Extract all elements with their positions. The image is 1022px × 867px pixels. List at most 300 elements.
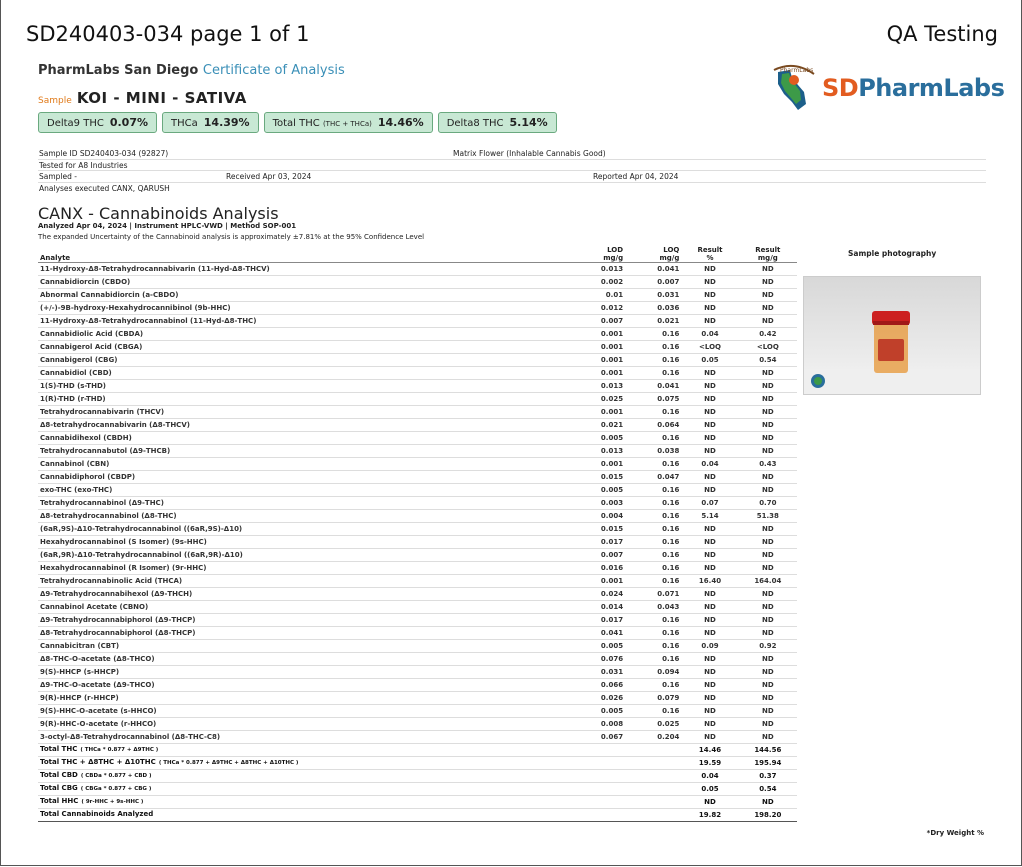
table-row bbox=[38, 445, 797, 458]
badge-label: Total THC bbox=[272, 118, 320, 129]
table-row bbox=[38, 549, 797, 562]
total-formula: ( CBDa * 0.877 + CBD ) bbox=[80, 773, 152, 779]
analyte-cell: 9(R)-HHC-O-acetate (r-HHCO) bbox=[38, 718, 581, 731]
analyte-cell: Tetrahydrocannabutol (Δ9-THCB) bbox=[38, 445, 581, 458]
total-mg-cell: 198.20 bbox=[739, 809, 797, 822]
table-row bbox=[38, 341, 797, 354]
result-mg-cell: ND bbox=[739, 549, 797, 562]
result-pct-cell: ND bbox=[681, 367, 738, 380]
result-mg-cell: ND bbox=[739, 315, 797, 328]
header-lod bbox=[581, 244, 625, 263]
result-pct-cell: ND bbox=[681, 276, 738, 289]
table-row bbox=[38, 536, 797, 549]
loq-cell: 0.16 bbox=[625, 562, 681, 575]
empty-cell bbox=[581, 757, 625, 770]
lod-cell: 0.005 bbox=[581, 432, 625, 445]
loq-cell: 0.16 bbox=[625, 510, 681, 523]
table-row bbox=[38, 432, 797, 445]
total-pct-cell: 19.82 bbox=[681, 809, 738, 822]
table-row bbox=[38, 679, 797, 692]
result-pct-cell: ND bbox=[681, 549, 738, 562]
total-label: Total CBG bbox=[40, 784, 78, 792]
reported: Reported Apr 04, 2024 bbox=[593, 172, 679, 181]
total-label: Total THC bbox=[40, 745, 78, 753]
lod-cell: 0.001 bbox=[581, 328, 625, 341]
badge-value: 5.14% bbox=[509, 116, 548, 129]
badge-total-thc bbox=[264, 112, 433, 133]
total-pct-cell: 14.46 bbox=[681, 744, 738, 757]
empty-cell bbox=[625, 796, 681, 809]
result-pct-cell: ND bbox=[681, 653, 738, 666]
total-label: Total Cannabinoids Analyzed bbox=[40, 810, 154, 818]
result-pct-cell: 0.05 bbox=[681, 354, 738, 367]
lod-cell: 0.001 bbox=[581, 458, 625, 471]
table-row bbox=[38, 497, 797, 510]
result-pct-cell: ND bbox=[681, 471, 738, 484]
analyte-cell: 11-Hydroxy-Δ8-Tetrahydrocannabivarin (11-Hyd-Δ8-THCV) bbox=[38, 263, 581, 276]
analyte-cell: Cannabigerol Acid (CBGA) bbox=[38, 341, 581, 354]
lod-cell: 0.017 bbox=[581, 536, 625, 549]
result-mg-cell: ND bbox=[739, 393, 797, 406]
table-row bbox=[38, 393, 797, 406]
result-pct-cell: ND bbox=[681, 679, 738, 692]
lod-cell: 0.007 bbox=[581, 315, 625, 328]
table-header-row bbox=[38, 244, 797, 263]
header-result-mg bbox=[739, 244, 797, 263]
result-mg-cell: ND bbox=[739, 432, 797, 445]
result-pct-cell: 5.14 bbox=[681, 510, 738, 523]
result-pct-cell: ND bbox=[681, 289, 738, 302]
table-row bbox=[38, 640, 797, 653]
empty-cell bbox=[581, 783, 625, 796]
table-row bbox=[38, 484, 797, 497]
loq-cell: 0.071 bbox=[625, 588, 681, 601]
analyte-cell: Cannabidihexol (CBDH) bbox=[38, 432, 581, 445]
empty-cell bbox=[625, 770, 681, 783]
loq-cell: 0.16 bbox=[625, 497, 681, 510]
lod-cell: 0.017 bbox=[581, 614, 625, 627]
result-pct-cell: ND bbox=[681, 263, 738, 276]
result-pct-cell: ND bbox=[681, 523, 738, 536]
loq-cell: 0.16 bbox=[625, 432, 681, 445]
table-row bbox=[38, 588, 797, 601]
result-pct-cell: ND bbox=[681, 731, 738, 744]
table-row bbox=[38, 276, 797, 289]
lod-cell: 0.024 bbox=[581, 588, 625, 601]
loq-cell: 0.16 bbox=[625, 341, 681, 354]
analyte-cell: Cannabidiolic Acid (CBDA) bbox=[38, 328, 581, 341]
analyte-cell: Cannabicitran (CBT) bbox=[38, 640, 581, 653]
header-result-mg-label: Result bbox=[755, 246, 781, 254]
lod-cell: 0.021 bbox=[581, 419, 625, 432]
total-label: Total CBD bbox=[40, 771, 78, 779]
result-mg-cell: ND bbox=[739, 367, 797, 380]
result-mg-cell: ND bbox=[739, 419, 797, 432]
result-pct-cell: ND bbox=[681, 614, 738, 627]
lod-cell: 0.016 bbox=[581, 562, 625, 575]
table-row bbox=[38, 367, 797, 380]
qa-testing-title: QA Testing bbox=[886, 22, 998, 46]
result-mg-cell: ND bbox=[739, 601, 797, 614]
result-pct-cell: ND bbox=[681, 484, 738, 497]
table-row bbox=[38, 510, 797, 523]
empty-cell bbox=[625, 783, 681, 796]
analyte-cell: Cannabinol (CBN) bbox=[38, 458, 581, 471]
logo-sd: SD bbox=[822, 74, 859, 102]
lod-cell: 0.005 bbox=[581, 705, 625, 718]
result-mg-cell: 0.43 bbox=[739, 458, 797, 471]
table-row bbox=[38, 627, 797, 640]
table-row bbox=[38, 614, 797, 627]
result-pct-cell: <LOQ bbox=[681, 341, 738, 354]
total-mg-cell: ND bbox=[739, 796, 797, 809]
analyte-cell: Cannabinol Acetate (CBNO) bbox=[38, 601, 581, 614]
lod-cell: 0.067 bbox=[581, 731, 625, 744]
lod-cell: 0.001 bbox=[581, 575, 625, 588]
result-mg-cell: ND bbox=[739, 627, 797, 640]
loq-cell: 0.16 bbox=[625, 536, 681, 549]
loq-cell: 0.16 bbox=[625, 458, 681, 471]
analyte-cell: Cannabigerol (CBG) bbox=[38, 354, 581, 367]
loq-cell: 0.16 bbox=[625, 653, 681, 666]
result-pct-cell: ND bbox=[681, 718, 738, 731]
matrix: Matrix Flower (Inhalable Cannabis Good) bbox=[453, 149, 606, 158]
table-row bbox=[38, 731, 797, 744]
sample-name: KOI - MINI - SATIVA bbox=[76, 89, 247, 107]
result-mg-cell: ND bbox=[739, 484, 797, 497]
table-body bbox=[38, 263, 797, 822]
total-formula: ( THCa * 0.877 + Δ9THC ) bbox=[80, 747, 159, 753]
badge-delta8-thc bbox=[438, 112, 557, 133]
sample-id: Sample ID SD240403-034 (92827) bbox=[39, 149, 169, 158]
lod-cell: 0.008 bbox=[581, 718, 625, 731]
logo-small-text: PharmLabs bbox=[780, 67, 814, 74]
total-label-cell bbox=[38, 796, 581, 809]
sample-heading bbox=[38, 88, 247, 107]
analysis-details: Analyzed Apr 04, 2024 | Instrument HPLC-VWD | Method SOP-001 bbox=[38, 222, 297, 230]
analyte-cell: Δ8-Tetrahydrocannabiphorol (Δ8-THCP) bbox=[38, 627, 581, 640]
result-pct-cell: ND bbox=[681, 601, 738, 614]
result-mg-cell: ND bbox=[739, 718, 797, 731]
total-pct-cell: 19.59 bbox=[681, 757, 738, 770]
analyte-cell: Cannabidiorcin (CBDO) bbox=[38, 276, 581, 289]
totals-row bbox=[38, 783, 797, 796]
loq-cell: 0.007 bbox=[625, 276, 681, 289]
result-mg-cell: <LOQ bbox=[739, 341, 797, 354]
totals-row bbox=[38, 757, 797, 770]
sample-label: Sample bbox=[38, 96, 72, 106]
empty-cell bbox=[581, 809, 625, 822]
empty-cell bbox=[581, 744, 625, 757]
result-mg-cell: ND bbox=[739, 289, 797, 302]
section-title: CANX - Cannabinoids Analysis bbox=[38, 204, 279, 223]
total-mg-cell: 0.54 bbox=[739, 783, 797, 796]
lod-cell: 0.076 bbox=[581, 653, 625, 666]
lab-name: PharmLabs San Diego bbox=[38, 63, 199, 78]
total-formula: ( 9r-HHC + 9s-HHC ) bbox=[81, 799, 144, 805]
lod-cell: 0.005 bbox=[581, 484, 625, 497]
result-pct-cell: ND bbox=[681, 692, 738, 705]
dry-weight-note: *Dry Weight % bbox=[926, 829, 984, 837]
california-logo-icon bbox=[770, 64, 826, 114]
photo-title: Sample photography bbox=[848, 249, 937, 258]
result-mg-cell: ND bbox=[739, 731, 797, 744]
result-mg-cell: ND bbox=[739, 705, 797, 718]
header-result-mg-unit: mg/g bbox=[757, 254, 778, 262]
loq-cell: 0.16 bbox=[625, 614, 681, 627]
total-mg-cell: 144.56 bbox=[739, 744, 797, 757]
loq-cell: 0.16 bbox=[625, 549, 681, 562]
table-row bbox=[38, 328, 797, 341]
analyses-executed: Analyses executed CANX, QARUSH bbox=[39, 183, 170, 193]
badge-label: Delta9 THC bbox=[47, 118, 104, 129]
loq-cell: 0.16 bbox=[625, 328, 681, 341]
table-row bbox=[38, 380, 797, 393]
total-pct-cell: ND bbox=[681, 796, 738, 809]
lab-heading bbox=[38, 63, 345, 78]
table-row bbox=[38, 315, 797, 328]
result-pct-cell: ND bbox=[681, 666, 738, 679]
lod-cell: 0.026 bbox=[581, 692, 625, 705]
badge-value: 0.07% bbox=[109, 116, 149, 129]
analyte-cell: exo-THC (exo-THC) bbox=[38, 484, 581, 497]
table-row bbox=[38, 458, 797, 471]
analyte-cell: (6aR,9R)-Δ10-Tetrahydrocannabinol ((6aR,9R)-Δ10) bbox=[38, 549, 581, 562]
lod-cell: 0.015 bbox=[581, 523, 625, 536]
result-pct-cell: ND bbox=[681, 588, 738, 601]
analyte-cell: Hexahydrocannabinol (S Isomer) (9s-HHC) bbox=[38, 536, 581, 549]
total-pct-cell: 0.04 bbox=[681, 770, 738, 783]
total-label-cell bbox=[38, 770, 581, 783]
lod-cell: 0.014 bbox=[581, 601, 625, 614]
header-loq bbox=[625, 244, 681, 263]
result-pct-cell: 16.40 bbox=[681, 575, 738, 588]
badge-value: 14.46% bbox=[377, 116, 424, 129]
result-mg-cell: 0.70 bbox=[739, 497, 797, 510]
analyte-cell: 1(S)-THD (s-THD) bbox=[38, 380, 581, 393]
badge-label: Delta8 THC bbox=[446, 118, 504, 129]
loq-cell: 0.16 bbox=[625, 705, 681, 718]
info-row bbox=[38, 148, 986, 160]
result-mg-cell: ND bbox=[739, 588, 797, 601]
loq-cell: 0.064 bbox=[625, 419, 681, 432]
total-formula: ( THCa * 0.877 + Δ9THC + Δ8THC + Δ10THC ) bbox=[158, 760, 299, 766]
lod-cell: 0.003 bbox=[581, 497, 625, 510]
total-pct-cell: 0.05 bbox=[681, 783, 738, 796]
header-lod-label: LOD bbox=[607, 246, 624, 254]
header-result-pct-unit: % bbox=[706, 254, 714, 262]
total-label: Total HHC bbox=[40, 797, 79, 805]
result-mg-cell: ND bbox=[739, 666, 797, 679]
lod-cell: 0.013 bbox=[581, 263, 625, 276]
analyte-cell: (+/-)-9B-hydroxy-Hexahydrocannibinol (9b-HHC) bbox=[38, 302, 581, 315]
table-row bbox=[38, 692, 797, 705]
analyte-cell: Hexahydrocannabinol (R Isomer) (9r-HHC) bbox=[38, 562, 581, 575]
analyte-cell: Δ8-THC-O-acetate (Δ8-THCO) bbox=[38, 653, 581, 666]
loq-cell: 0.025 bbox=[625, 718, 681, 731]
table-row bbox=[38, 263, 797, 276]
analyte-cell: Cannabidiphorol (CBDP) bbox=[38, 471, 581, 484]
result-mg-cell: ND bbox=[739, 679, 797, 692]
result-mg-cell: ND bbox=[739, 302, 797, 315]
badge-label: THCa bbox=[171, 118, 198, 129]
table-row bbox=[38, 419, 797, 432]
lod-cell: 0.041 bbox=[581, 627, 625, 640]
header-loq-unit: mg/g bbox=[659, 254, 680, 262]
total-label-cell bbox=[38, 757, 581, 770]
lod-cell: 0.031 bbox=[581, 666, 625, 679]
logo-text bbox=[822, 74, 1004, 102]
header-lod-unit: mg/g bbox=[603, 254, 624, 262]
loq-cell: 0.021 bbox=[625, 315, 681, 328]
certificate-label: Certificate of Analysis bbox=[202, 63, 345, 78]
result-mg-cell: ND bbox=[739, 692, 797, 705]
empty-cell bbox=[625, 757, 681, 770]
totals-row bbox=[38, 770, 797, 783]
totals-row bbox=[38, 796, 797, 809]
lod-cell: 0.004 bbox=[581, 510, 625, 523]
analyte-cell: Tetrahydrocannabivarin (THCV) bbox=[38, 406, 581, 419]
result-pct-cell: 0.04 bbox=[681, 328, 738, 341]
analyte-cell: Tetrahydrocannabinolic Acid (THCA) bbox=[38, 575, 581, 588]
header-analyte: Analyte bbox=[38, 244, 581, 263]
loq-cell: 0.16 bbox=[625, 523, 681, 536]
table-row bbox=[38, 653, 797, 666]
badge-thca bbox=[162, 112, 259, 133]
uncertainty-note: The expanded Uncertainty of the Cannabinoid analysis is approximately ±7.81% at the 95% Confidence Level bbox=[38, 233, 425, 241]
empty-cell bbox=[581, 770, 625, 783]
lod-cell: 0.002 bbox=[581, 276, 625, 289]
result-mg-cell: ND bbox=[739, 263, 797, 276]
loq-cell: 0.16 bbox=[625, 484, 681, 497]
loq-cell: 0.16 bbox=[625, 627, 681, 640]
lod-cell: 0.001 bbox=[581, 367, 625, 380]
received: Received Apr 03, 2024 bbox=[226, 172, 312, 181]
lod-cell: 0.001 bbox=[581, 406, 625, 419]
table-row bbox=[38, 302, 797, 315]
analyte-cell: 3-octyl-Δ8-Tetrahydrocannabinol (Δ8-THC-C8) bbox=[38, 731, 581, 744]
loq-cell: 0.031 bbox=[625, 289, 681, 302]
result-mg-cell: 0.42 bbox=[739, 328, 797, 341]
total-mg-cell: 0.37 bbox=[739, 770, 797, 783]
loq-cell: 0.16 bbox=[625, 679, 681, 692]
result-pct-cell: ND bbox=[681, 562, 738, 575]
result-mg-cell: 0.54 bbox=[739, 354, 797, 367]
result-mg-cell: ND bbox=[739, 276, 797, 289]
badge-delta9-thc bbox=[38, 112, 157, 133]
info-row bbox=[38, 183, 986, 194]
loq-cell: 0.041 bbox=[625, 380, 681, 393]
analyte-cell: Δ9-Tetrahydrocannabiphorol (Δ9-THCP) bbox=[38, 614, 581, 627]
loq-cell: 0.038 bbox=[625, 445, 681, 458]
result-mg-cell: ND bbox=[739, 523, 797, 536]
result-mg-cell: 51.38 bbox=[739, 510, 797, 523]
table-row bbox=[38, 575, 797, 588]
result-pct-cell: 0.07 bbox=[681, 497, 738, 510]
badge-value: 14.39% bbox=[203, 116, 250, 129]
analyte-cell: (6aR,9S)-Δ10-Tetrahydrocannabinol ((6aR,9S)-Δ10) bbox=[38, 523, 581, 536]
result-mg-cell: ND bbox=[739, 536, 797, 549]
loq-cell: 0.041 bbox=[625, 263, 681, 276]
result-pct-cell: ND bbox=[681, 380, 738, 393]
sample-photo bbox=[803, 276, 981, 395]
lod-cell: 0.001 bbox=[581, 354, 625, 367]
header-result-pct bbox=[681, 244, 738, 263]
table-row bbox=[38, 354, 797, 367]
loq-cell: 0.094 bbox=[625, 666, 681, 679]
lod-cell: 0.025 bbox=[581, 393, 625, 406]
logo-pharmlabs: PharmLabs bbox=[858, 74, 1005, 102]
result-pct-cell: ND bbox=[681, 419, 738, 432]
loq-cell: 0.16 bbox=[625, 354, 681, 367]
result-pct-cell: ND bbox=[681, 536, 738, 549]
analyte-cell: 9(R)-HHCP (r-HHCP) bbox=[38, 692, 581, 705]
badge-sublabel: (THC + THCa) bbox=[322, 120, 372, 128]
lod-cell: 0.001 bbox=[581, 341, 625, 354]
table-row bbox=[38, 523, 797, 536]
loq-cell: 0.16 bbox=[625, 406, 681, 419]
loq-cell: 0.16 bbox=[625, 367, 681, 380]
result-mg-cell: ND bbox=[739, 471, 797, 484]
empty-cell bbox=[581, 796, 625, 809]
header-loq-label: LOQ bbox=[663, 246, 680, 254]
lod-cell: 0.013 bbox=[581, 445, 625, 458]
total-label-cell bbox=[38, 809, 581, 822]
lod-cell: 0.066 bbox=[581, 679, 625, 692]
analyte-cell: 1(R)-THD (r-THD) bbox=[38, 393, 581, 406]
loq-cell: 0.043 bbox=[625, 601, 681, 614]
result-pct-cell: ND bbox=[681, 705, 738, 718]
result-pct-cell: ND bbox=[681, 302, 738, 315]
total-mg-cell: 195.94 bbox=[739, 757, 797, 770]
table-row bbox=[38, 705, 797, 718]
empty-cell bbox=[625, 744, 681, 757]
result-mg-cell: 0.92 bbox=[739, 640, 797, 653]
totals-row bbox=[38, 744, 797, 757]
result-pct-cell: ND bbox=[681, 445, 738, 458]
lod-cell: 0.013 bbox=[581, 380, 625, 393]
loq-cell: 0.204 bbox=[625, 731, 681, 744]
table-row bbox=[38, 666, 797, 679]
table-row bbox=[38, 718, 797, 731]
result-pct-cell: ND bbox=[681, 627, 738, 640]
result-mg-cell: ND bbox=[739, 445, 797, 458]
total-label-cell bbox=[38, 783, 581, 796]
table-row bbox=[38, 471, 797, 484]
analyte-cell: 9(S)-HHCP (s-HHCP) bbox=[38, 666, 581, 679]
table-row bbox=[38, 406, 797, 419]
result-mg-cell: ND bbox=[739, 562, 797, 575]
result-pct-cell: ND bbox=[681, 315, 738, 328]
analyte-cell: Cannabidiol (CBD) bbox=[38, 367, 581, 380]
loq-cell: 0.047 bbox=[625, 471, 681, 484]
empty-cell bbox=[625, 809, 681, 822]
header-result-pct-label: Result bbox=[697, 246, 723, 254]
total-label-cell bbox=[38, 744, 581, 757]
total-label: Total THC + Δ8THC + Δ10THC bbox=[40, 758, 156, 766]
table-row bbox=[38, 289, 797, 302]
sample-info-block bbox=[38, 148, 986, 193]
loq-cell: 0.036 bbox=[625, 302, 681, 315]
cannabinoid-results-table bbox=[38, 244, 797, 822]
lod-cell: 0.007 bbox=[581, 549, 625, 562]
product-jar-image bbox=[804, 277, 980, 394]
total-formula: ( CBGa * 0.877 + CBG ) bbox=[80, 786, 152, 792]
analyte-cell: Δ9-THC-O-acetate (Δ9-THCO) bbox=[38, 679, 581, 692]
info-row bbox=[38, 160, 986, 172]
result-mg-cell: ND bbox=[739, 653, 797, 666]
summary-badges bbox=[38, 112, 557, 133]
